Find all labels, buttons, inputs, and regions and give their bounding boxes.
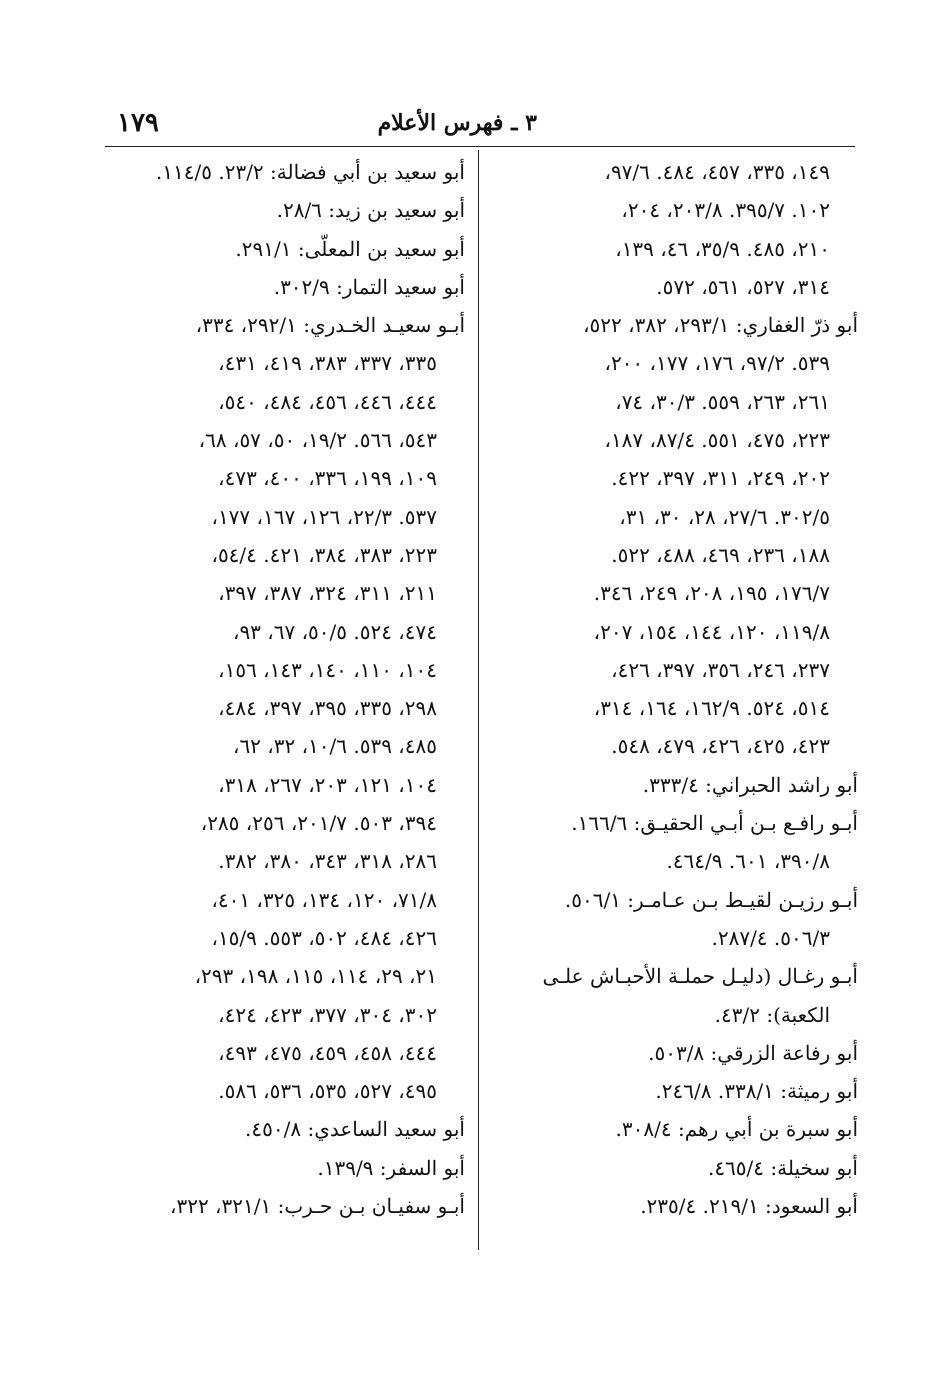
index-entry-continuation: ٢٢٣، ٣٨٣، ٣٨٤، ٤٢١. ٥٤/٤، [211, 542, 437, 567]
index-entry-continuation: ٥٣٧. ٢٢/٣، ١٢٦، ١٦٧، ١٧٧، [211, 504, 437, 529]
index-entry: أبو سبرة بن أبي رهم: ٣٠٨/٤. [615, 1117, 858, 1142]
index-entry-continuation: ٤٢٣، ٤٢٥، ٤٢٦، ٤٧٩، ٥٤٨. [611, 734, 830, 759]
index-entry-continuation: ٤٤٤، ٤٥٨، ٤٥٩، ٤٧٥، ٤٩٣، [218, 1040, 437, 1065]
index-entry-continuation: ١٠٢. ٣٩٥/٧. ٢٠٣/٨، ٢٠٤، [621, 198, 830, 223]
index-entry-continuation: ٢٦١، ٢٦٣، ٥٥٩. ٣٠/٣، ٧٤، [615, 389, 830, 414]
index-entry-continuation: ٢٨٦، ٣١٨، ٣٤٣، ٣٨٠، ٣٨٢. [218, 849, 437, 874]
index-entry-continuation: ٥١٤، ٥٢٤. ١٦٢/٩، ١٦٤، ٣١٤، [593, 696, 830, 721]
index-entry-continuation: ٤٨٥، ٥٣٩. ١٠/٦، ٣٢، ٦٢، [232, 734, 437, 759]
index-entry: أبو السعود: ٢١٩/١. ٢٣٥/٤. [640, 1194, 858, 1219]
index-entry-continuation: ٣٣٥، ٣٣٧، ٣٨٣، ٤١٩، ٤٣١، [218, 351, 437, 376]
index-entry-continuation: ٥٠٦/٣. ٢٨٧/٤. [711, 925, 830, 950]
index-entry-continuation: الكعبة): ٤٣/٢. [714, 1002, 830, 1027]
index-entry-continuation: ١٠٤، ١٢١، ٢٠٣، ٢٦٧، ٣١٨، [218, 772, 437, 797]
index-entry: أبو سعيد الساعدي: ٤٥٠/٨. [245, 1117, 465, 1142]
index-entry: أبو رميثة: ٣٣٨/١. ٢٤٦/٨. [655, 1079, 858, 1104]
index-entry-continuation: ٢١، ٢٩، ١١٤، ١١٥، ١٩٨، ٢٩٣، [194, 964, 437, 989]
index-entry-continuation: ٢١٠، ٤٨٥. ٣٥/٩، ٤٦، ١٣٩، [615, 236, 830, 261]
index-entry-continuation: ٥٤٣، ٥٦٦. ١٩/٢، ٥٠، ٥٧، ٦٨، [198, 428, 437, 453]
index-entry-continuation: ١٠٤، ١١٠، ١٤٠، ١٤٣، ١٥٦، [218, 657, 437, 682]
index-entry: أبو سخيلة: ٤٦٥/٤. [707, 1155, 858, 1180]
index-entry-continuation: ٣٠٢/٥. ٢٧/٦، ٢٨، ٣٠، ٣١، [619, 504, 830, 529]
page-number: ١٧٩ [117, 108, 159, 138]
index-column-left [95, 153, 465, 1225]
index-entry-continuation: ١٠٩، ١٩٩، ٣٣٦، ٤٠٠، ٤٧٣، [218, 466, 437, 491]
index-entry: أبـو سعيـد الخـدري: ٢٩٢/١، ٣٣٤، [195, 313, 465, 338]
index-entry: أبـو رافـع بـن أبـي الحقيـق: ١٦٦/٦. [571, 811, 858, 836]
index-entry: أبو سعيد بن زيد: ٢٨/٦. [276, 198, 465, 223]
index-entry-continuation: ٤٢٦، ٤٨٤، ٥٠٢، ٥٥٣. ١٥/٩، [211, 925, 437, 950]
index-entry-continuation: ٤٤٤، ٤٤٦، ٤٥٦، ٤٨٤، ٥٤٠، [218, 389, 437, 414]
index-entry-continuation: ٤٩٥، ٥٢٧، ٥٣٥، ٥٣٦، ٥٨٦. [218, 1079, 437, 1104]
index-entry-continuation: ٣٩٠/٨، ٦٠١. ٤٦٤/٩. [666, 849, 830, 874]
index-entry-continuation: ٢٠٢، ٢٤٩، ٣١١، ٣٩٧، ٤٢٢. [611, 466, 830, 491]
index-entry: أبـو رزيـن لقيـط بـن عـامـر: ٥٠٦/١. [564, 887, 858, 912]
index-entry: أبو سعيد بن أبي فضالة: ٢٣/٢. ١١٤/٥. [155, 160, 465, 184]
index-entry-continuation: ٣٠٢، ٣٠٤، ٣٧٧، ٤٢٣، ٤٢٤، [218, 1002, 437, 1027]
index-entry: أبو السفر: ١٣٩/٩. [317, 1155, 465, 1180]
index-entry-continuation: ٢٩٨، ٣٣٥، ٣٩٥، ٣٩٧، ٤٨٤، [218, 696, 437, 721]
index-entry-continuation: ٢٣٧، ٢٤٦، ٣٥٦، ٣٩٧، ٤٢٦، [611, 657, 830, 682]
index-column-right [488, 153, 858, 1225]
index-entry-continuation: ٤٧٤، ٥٢٤. ٥٠/٥، ٦٧، ٩٣، [232, 619, 437, 644]
index-entry-continuation: ١١٩/٨، ١٢٠، ١٤٤، ١٥٤، ٢٠٧، [593, 619, 830, 644]
index-entry: أبو ذرّ الغفاري: ٢٩٣/١، ٣٨٢، ٥٢٢، [583, 313, 858, 338]
index-entry: أبـو رغـال (دليـل حملـة الأحبـاش علـى [542, 964, 858, 989]
index-entry-continuation: ١٤٩، ٣٣٥، ٤٥٧، ٤٨٤. ٩٧/٦، [604, 160, 830, 184]
page-title: ٣ ـ فهرس الأعلام [377, 110, 537, 136]
index-entry-continuation: ٧١/٨، ١٢٠، ١٣٤، ٣٢٥، ٤٠١، [211, 887, 437, 912]
index-entry-continuation: ١٨٨، ٢٣٦، ٤٦٩، ٤٨٨، ٥٢٢. [611, 542, 830, 567]
index-entry-continuation: ٣٩٤، ٥٠٣. ٢٠١/٧، ٢٥٦، ٢٨٥، [200, 811, 437, 836]
page-header [105, 108, 855, 144]
index-entry-continuation: ٢١١، ٣١١، ٣٢٤، ٣٨٧، ٣٩٧، [218, 581, 437, 606]
index-entry: أبو سعيد التمار: ٣٠٢/٩. [273, 274, 465, 299]
index-entry: أبـو سفيـان بـن حـرب: ٣٢١/١، ٣٢٢، [169, 1194, 465, 1219]
index-entry: أبو رفاعة الزرقي: ٥٠٣/٨. [648, 1040, 858, 1065]
index-entry: أبو راشد الحبراني: ٣٣٣/٤. [642, 772, 858, 797]
index-entry-continuation: ٣١٤، ٥٢٧، ٥٦١، ٥٧٢. [656, 274, 830, 299]
column-divider [478, 150, 479, 1250]
index-entry-continuation: ٥٣٩. ٩٧/٢، ١٧٦، ١٧٧، ٢٠٠، [604, 351, 830, 376]
index-entry-continuation: ٢٢٣، ٤٧٥، ٥٥١. ٨٧/٤، ١٨٧، [604, 428, 830, 453]
header-rule [105, 146, 855, 147]
index-entry: أبو سعيد بن المعلّى: ٢٩١/١. [235, 236, 465, 261]
index-entry-continuation: ١٧٦/٧، ١٩٥، ٢٠٨، ٢٤٩، ٣٤٦. [593, 581, 830, 606]
